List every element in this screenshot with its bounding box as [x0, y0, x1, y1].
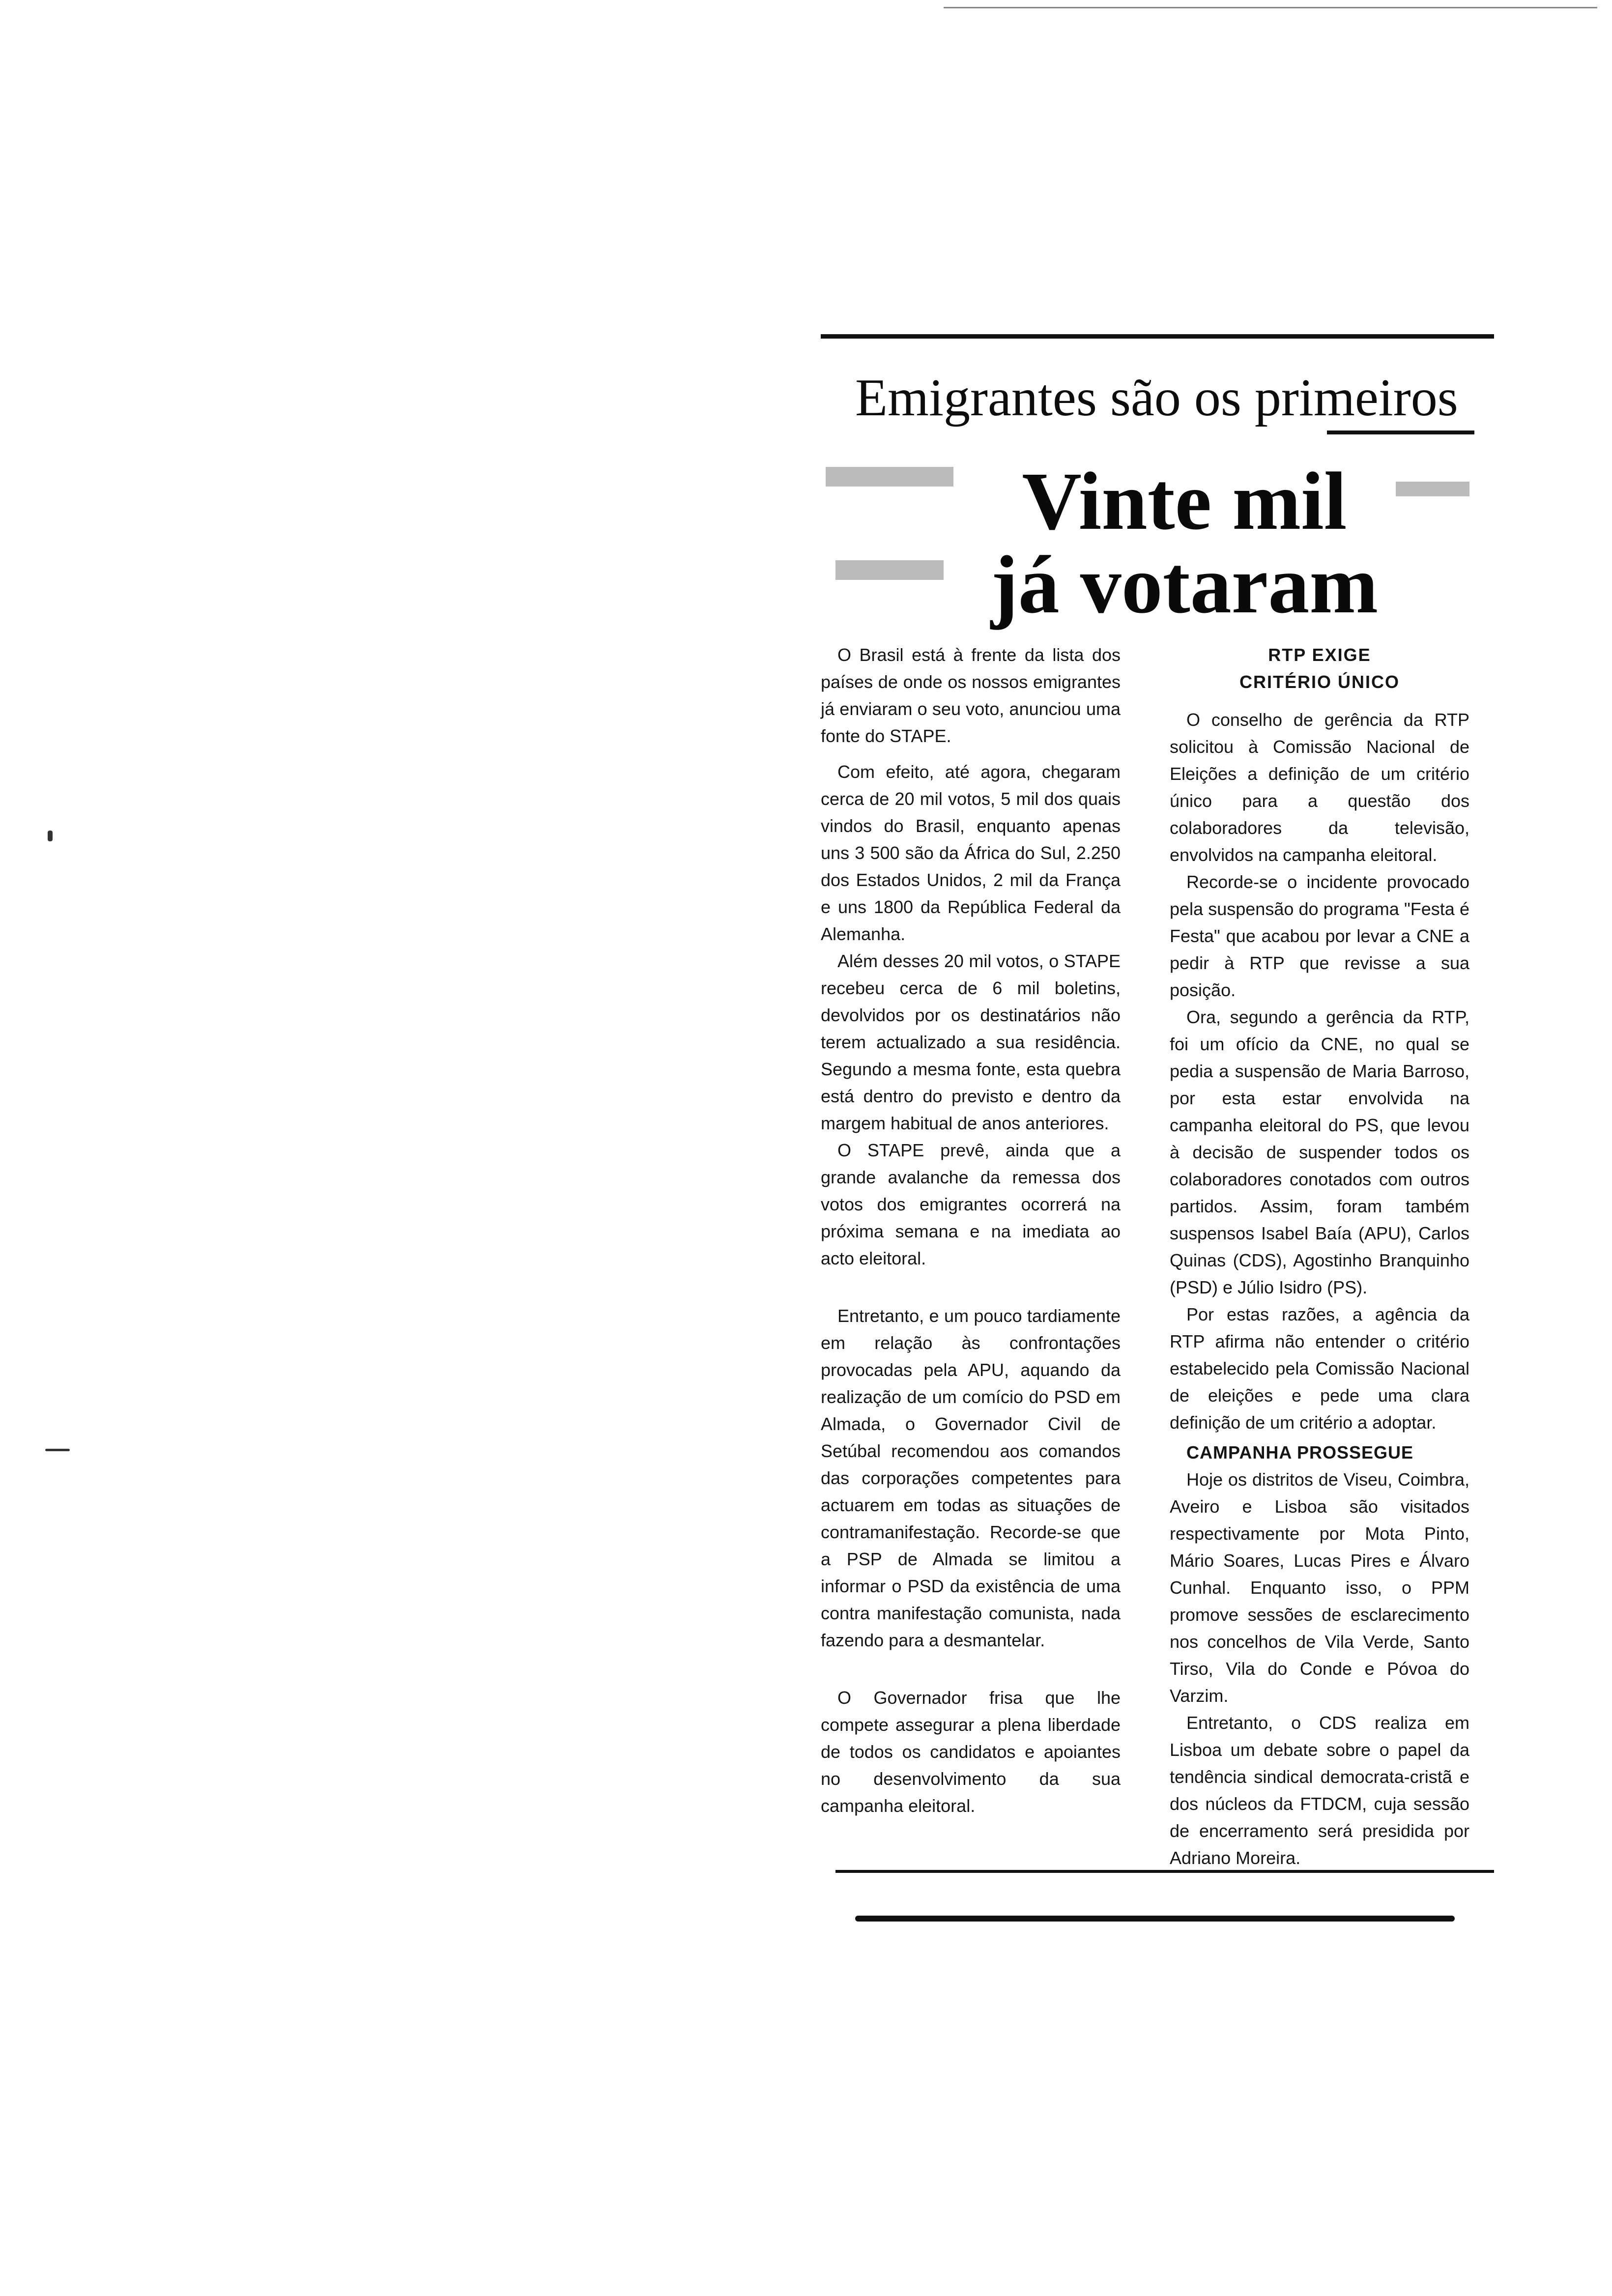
top-rule — [821, 334, 1494, 339]
scan-mark-left-2 — [45, 1449, 70, 1451]
bottom-rule — [835, 1870, 1494, 1873]
paragraph: O conselho de gerência da RTP solicitou à Comissão Nacional de Eleições a definição de um critério único para a questão dos colaboradores da televisão, envolvidos na campanha eleitoral. — [1170, 710, 1469, 865]
left-column — [821, 641, 1121, 1819]
headline-line-2: já votaram — [990, 539, 1379, 631]
paragraph: Hoje os distritos de Viseu, Coimbra, Aveiro e Lisboa são visitados respectivamente por Mota Pinto, Mário Soares, Lucas Pires e Álvaro Cunhal. Enquanto isso, o PPM promove sessões de esclarecimento nos concelhos de Vila Verde, Santo Tirso, Vila do Conde e Póvoa do Varzim. — [1170, 1469, 1469, 1706]
right-column — [1170, 641, 1469, 1871]
subhead-criterio-unico: CRITÉRIO ÚNICO — [1239, 672, 1400, 692]
paragraph: Entretanto, o CDS realiza em Lisboa um debate sobre o papel da tendência sindical democrata-cristã e dos núcleos da FTDCM, cuja sessão de encerramento será presidida por Adriano Moreira. — [1170, 1713, 1469, 1868]
scan-edge-line-top — [944, 7, 1597, 8]
paragraph: Recorde-se o incidente provocado pela suspensão do programa "Festa é Festa" que acabou por levar a CNE a pedir à RTP que revisse a sua posição. — [1170, 872, 1469, 1000]
scan-mark-left-1 — [48, 831, 53, 841]
paragraph: Por estas razões, a agência da RTP afirma não entender o critério estabelecido pela Comissão Nacional de eleições e pede uma clara definição de um critério a adoptar. — [1170, 1304, 1469, 1433]
paragraph: Entretanto, e um pouco tardiamente em relação às confrontações provocadas pela APU, aquando da realização de um comício do PSD em Almada, o Governador Civil de Setúbal recomendou aos comandos das corporações competentes para actuarem em todas as situações de contramanifestação. Recorde-se que a PSP de Almada se limitou a informar o PSD da existência de uma contra manifestação comunista, nada fazendo para a desmantelar. — [821, 1306, 1121, 1650]
paragraph: Com efeito, até agora, chegaram cerca de 20 mil votos, 5 mil dos quais vindos do Brasil, enquanto apenas uns 3 500 são da África do Sul, 2.250 dos Estados Unidos, 2 mil da França e uns 1800 da República Federal da Alemanha. — [821, 762, 1121, 944]
scan-noise — [835, 560, 944, 580]
kicker-headline: Emigrantes são os primeiros — [855, 369, 1458, 427]
headline-line-1: Vinte mil — [1022, 456, 1347, 547]
footer-rule — [855, 1916, 1455, 1922]
paragraph: O Brasil está à frente da lista dos países de onde os nossos emigrantes já enviaram o seu voto, anunciou uma fonte do STAPE. — [821, 645, 1121, 746]
paragraph: Ora, segundo a gerência da RTP, foi um ofício da CNE, no qual se pedia a suspensão de Maria Barroso, por esta estar envolvida na campanha eleitoral do PS, que levou à decisão de suspender todos os colaboradores conotados com outros partidos. Assim, foram também suspensos Isabel Baía (APU), Carlos Quinas (CDS), Agostinho Branquinho (PSD) e Júlio Isidro (PS). — [1170, 1007, 1469, 1297]
paragraph: Além desses 20 mil votos, o STAPE recebeu cerca de 6 mil boletins, devolvidos por os destinatários não terem actualizado a sua residência. Segundo a mesma fonte, esta quebra está dentro do previsto e dentro da margem habitual de anos anteriores. — [821, 951, 1121, 1133]
subhead-rtp-exige: RTP EXIGE — [1268, 645, 1371, 665]
main-headline — [963, 456, 1406, 631]
scan-noise — [1396, 482, 1469, 496]
kicker-underline — [1327, 430, 1474, 434]
newspaper-clipping — [816, 334, 1499, 1936]
paragraph: O Governador frisa que lhe compete assegurar a plena liberdade de todos os candidatos e apoiantes no desenvolvimento da sua campanha eleitoral. — [821, 1688, 1121, 1816]
scan-noise — [826, 467, 953, 487]
subhead-campanha-prossegue: CAMPANHA PROSSEGUE — [1186, 1442, 1414, 1463]
paragraph: O STAPE prevê, ainda que a grande avalanche da remessa dos votos dos emigrantes ocorrerá na próxima semana e na imediata ao acto eleitoral. — [821, 1140, 1121, 1268]
